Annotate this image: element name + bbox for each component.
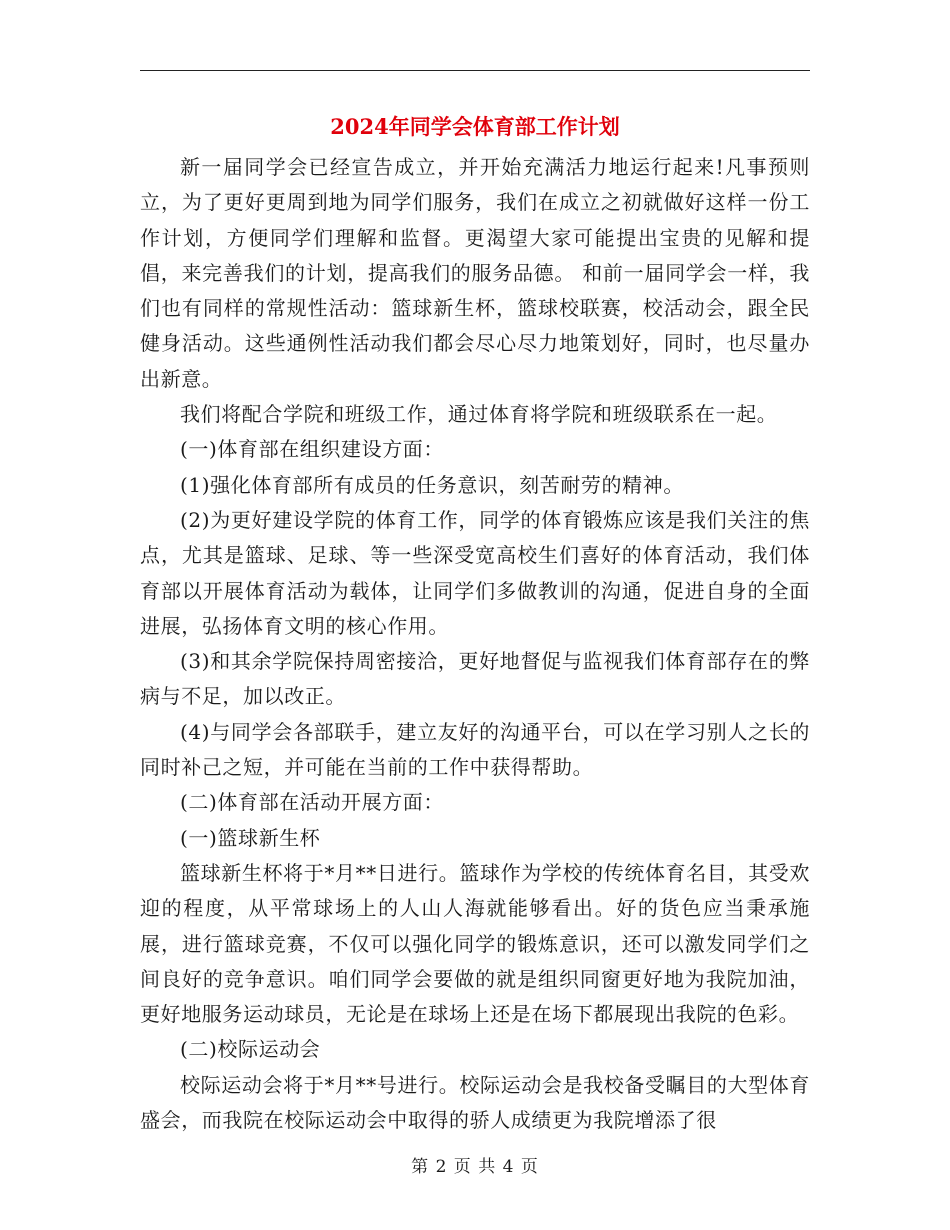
section-heading-activities: (二)体育部在活动开展方面：	[180, 790, 445, 815]
paragraph-cooperation: 我们将配合学院和班级工作，通过体育将学院和班级联系在一起。	[180, 402, 778, 427]
section-heading-organization: (一)体育部在组织建设方面：	[180, 437, 445, 462]
header-rule	[140, 70, 810, 71]
document-body	[140, 150, 810, 1138]
list-item-2: (2)为更好建设学院的体育工作，同学的体育锻炼应该是我们关注的焦点，尤其是篮球、足球、等一些深受宽高校生们喜好的体育活动，我们体育部以开展体育活动为载体，让同学们多做教训的沟通，促进自身的全面进展，弘扬体育文明的核心作用。	[140, 507, 810, 638]
list-item-3: (3)和其余学院保持周密接洽，更好地督促与监视我们体育部存在的弊病与不足，加以改正。	[140, 649, 810, 709]
paragraph-basketball-cup: 篮球新生杯将于*月**日进行。篮球作为学校的传统体育名目，其受欢迎的程度，从平常球场上的人山人海就能够看出。好的货色应当秉承施展，进行篮球竞赛，不仅可以强化同学的锻炼意识，还可以激发同学们之间良好的竞争意识。咱们同学会要做的就是组织同窗更好地为我院加油，更好地服务运动球员，无论是在球场上还是在场下都展现出我院的色彩。	[140, 860, 810, 1027]
paragraph-sports-meet: 校际运动会将于*月**号进行。校际运动会是我校备受瞩目的大型体育盛会，而我院在校际运动会中取得的骄人成绩更为我院增添了很	[140, 1072, 810, 1133]
list-item-1: (1)强化体育部所有成员的任务意识，刻苦耐劳的精神。	[180, 472, 684, 497]
subheading-basketball-cup: (一)篮球新生杯	[180, 825, 321, 850]
subheading-sports-meet: (二)校际运动会	[180, 1037, 321, 1062]
list-item-4: (4)与同学会各部联手，建立友好的沟通平台，可以在学习别人之长的同时补己之短，并可能在当前的工作中获得帮助。	[140, 719, 810, 780]
page-number-footer: 第 2 页 共 4 页	[411, 1157, 539, 1177]
paragraph-intro: 新一届同学会已经宣告成立，并开始充满活力地运行起来!凡事预则立，为了更好更周到地为同学们服务，我们在成立之初就做好这样一份工作计划，方便同学们理解和监督。更渴望大家可能提出宝贵的见解和提倡，来完善我们的计划，提高我们的服务品德。 和前一届同学会一样，我们也有同样的常规性活动：篮球新生杯，篮球校联赛，校活动会，跟全民健身活动。这些通例性活动我们都会尽心尽力地策划好，同时，也尽量办出新意。	[140, 155, 810, 391]
document-title: 2024年同学会体育部工作计划	[330, 114, 620, 139]
